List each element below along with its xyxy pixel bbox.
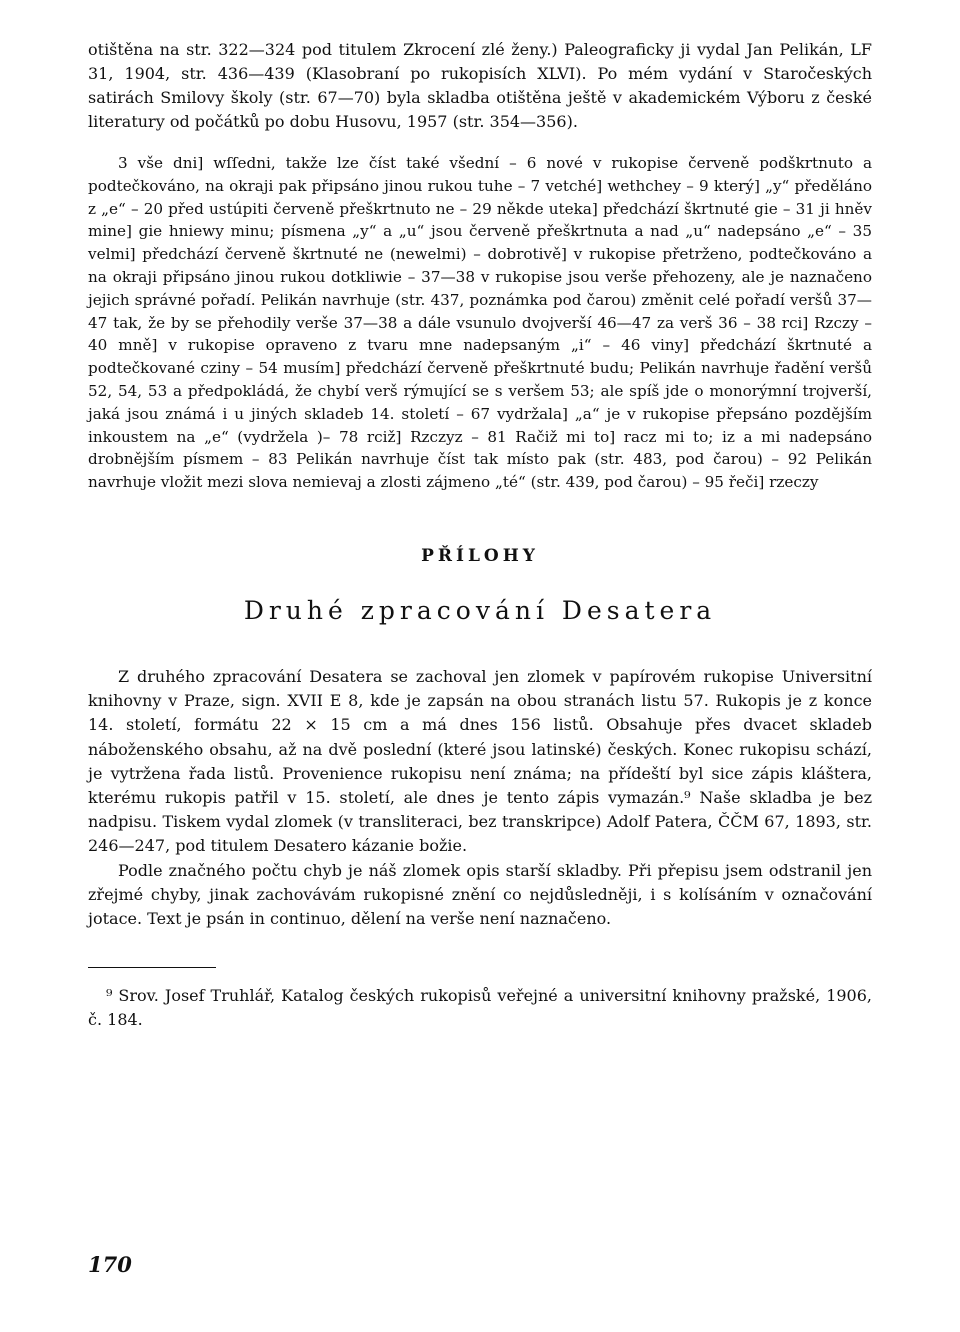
- intro-paragraph: Z druhého zpracování Desatera se zachoval jen zlomek v papírovém rukopise Universitní knihovny v Praze, sign. XVII E 8, kde je zapsán na obou stranách listu 57. Rukopis je z konce 14. století, formátu 22 × 15 cm a má dnes 156 listů. Obsahuje přes dvacet skladeb náboženského obsahu, až na dvě poslední (které jsou latinské) českých. Konec rukopisu schází, je vytržena řada listů. Provenience rukopisu není známa; na přídeští byl sice zápis kláštera, kterému rukopis patřil v 15. století, ale dnes je tento zápis vymazán.⁹ Naše skladba je bez nadpisu. Tiskem vydal zlomek (v transliteraci, bez transkripce) Adolf Patera, ČČM 67, 1893, str. 246—247, pod titulem Desatero kázanie božie.: [88, 666, 872, 856]
- top-paragraph: otištěna na str. 322—324 pod titulem Zkrocení zlé ženy.) Paleograficky ji vydal Jan Pelikán, LF 31, 1904, str. 436—439 (Klasobraní po rukopisích XLVI). Po mém vydání v Staročeských satirách Smilovy školy (str. 67—70) byla skladba otištěna ještě v akademickém Výboru z české literatury od počátků po dobu Husovu, 1957 (str. 354—356).: [88, 40, 872, 131]
- document-page: [88, 38, 872, 1048]
- footnote-divider: [88, 967, 216, 968]
- section-label: PŘÍLOHY: [421, 545, 539, 566]
- second-paragraph: Podle značného počtu chyb je náš zlomek opis starší skladby. Při přepisu jsem odstranil jen zřejmé chyby, jinak zachovávám rukopisné znění co nejdůsledněji, i s kolísáním v označování jotace. Text je psán in continuo, dělení na verše není naznačeno.: [88, 860, 872, 928]
- section-title: Druhé zpracování Desatera: [243, 595, 717, 625]
- footnote: ⁹ Srov. Josef Truhlář, Katalog českých rukopisů veřejné a universitní knihovny pražské, 1906, č. 184.: [88, 986, 872, 1030]
- textual-notes: 3 vše dni] wſſedni, takže lze číst také všední – 6 nové v rukopise červeně podškrtnuto a podtečkováno, na okraji pak připsáno jinou rukou tuhe – 7 vetché] wethchey – 9 který] „y“ předěláno z „e“ – 20 před ustúpiti červeně přeškrtnuto ne – 29 někde uteka] předchází škrtnuté gie – 31 ji hněv mine] gie hniewy minu; písmena „y“ a „u“ jsou červeně přeškrtnuta a nad „u“ nadepsáno „e“ – 35 velmi] předchází červeně škrtnuté ne (newelmi) – dobrotivě] v rukopise přetrženo, podtečkováno a na okraji připsáno jinou rukou dotkliwie – 37—38 v rukopise jsou verše přehozeny, ale je naznačeno jejich správné pořadí. Pelikán navrhuje (str. 437, poznámka pod čarou) změnit celé pořadí veršů 37—47 tak, že by se přehodily verše 37—38 a dále vsunulo dvojverší 46—47 za verš 36 – 38 rci] Rzczy – 40 mně] v rukopise opraveno z tvaru mne nadepsaným „i“ – 46 viny] předchází škrtnuté a podtečkované cziny – 54 musím] předchází červeně přeškrtnuté budu; Pelikán navrhuje řadění veršů 52, 54, 53 a předpokládá, že chybí verš rýmující se s veršem 53; ale spíš jde o monorýmní trojverší, jaká jsou známá i u jiných skladeb 14. století – 67 vydržala] „a“ je v rukopise přepsáno pozdějším inkoustem na „e“ (vydržela )– 78 rciž] Rzczyz – 81 Račiž mi to] racz mi to; iz a mi nadepsáno drobnějším písmem – 83 Pelikán navrhuje číst tak místo pak (str. 483, pod čarou) – 92 Pelikán navrhuje vložit mezi slova nemievaj a zlosti zájmeno „té“ (str. 439, pod čarou) – 95 řeči] rzeczy: [88, 154, 872, 492]
- page-number: 170: [88, 1252, 132, 1277]
